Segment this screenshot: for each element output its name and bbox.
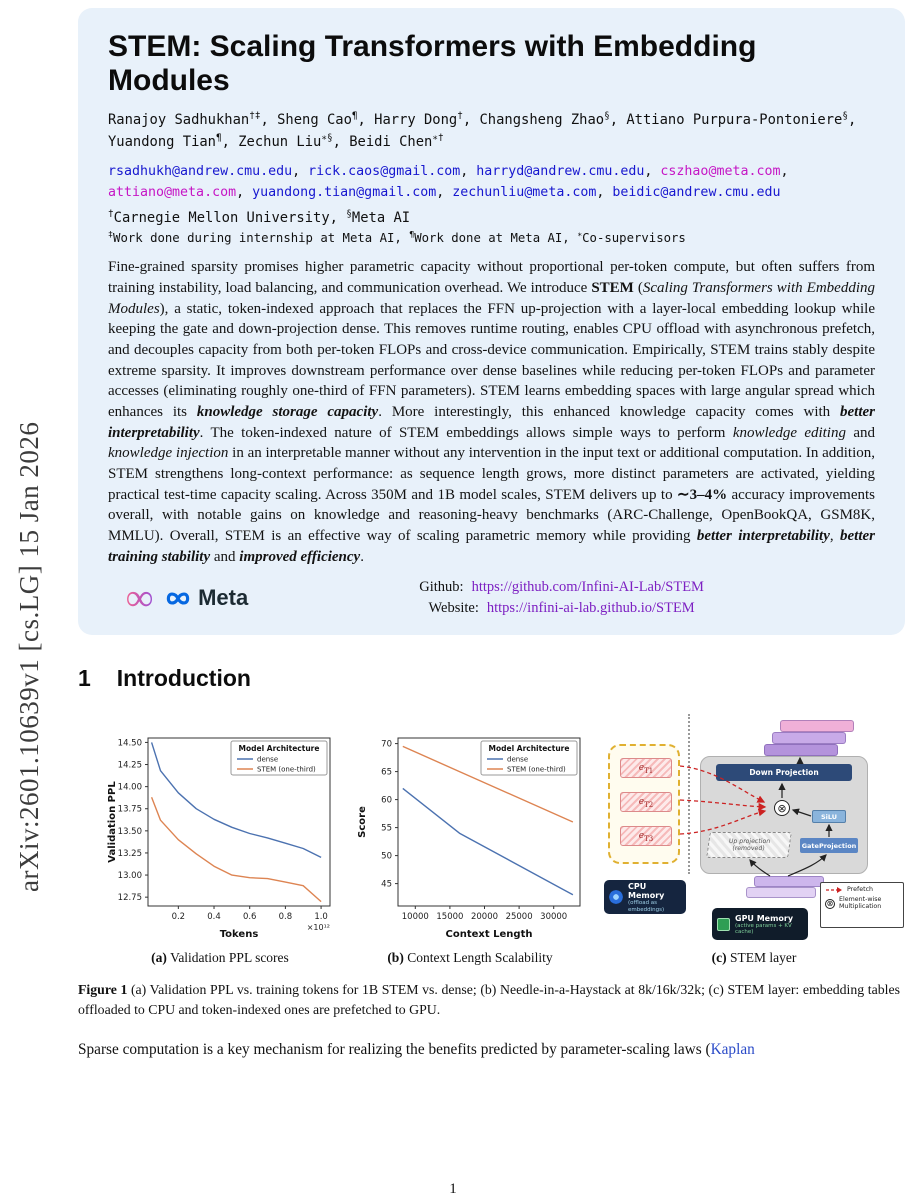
email-link[interactable]: beidic@andrew.cmu.edu — [612, 184, 781, 200]
svg-text:Validation PPL: Validation PPL — [107, 781, 118, 864]
svg-text:13.00: 13.00 — [117, 871, 142, 882]
meta-logo — [163, 585, 248, 611]
svg-text:20000: 20000 — [470, 912, 499, 923]
up-projection-removed-box: Up projection (removed) — [706, 832, 792, 858]
email-link[interactable]: cszhao@meta.com — [660, 163, 781, 179]
svg-text:STEM (one-third): STEM (one-third) — [507, 765, 566, 774]
svg-text:0.4: 0.4 — [207, 912, 221, 923]
github-label: Github: — [419, 579, 464, 596]
svg-text:Model Architecture: Model Architecture — [488, 744, 570, 754]
gpu-memory-title: GPU Memory — [735, 913, 794, 923]
cpu-memory-box — [604, 880, 686, 914]
embedding-row: $e_{T3}$ — [620, 826, 672, 846]
email-link[interactable]: rsadhukh@andrew.cmu.edu — [108, 163, 293, 179]
subcaption-a: (a) Validation PPL scores — [151, 950, 289, 966]
logo-links-row — [108, 577, 875, 620]
svg-text:14.25: 14.25 — [117, 760, 142, 771]
paper-title: STEM: Scaling Transformers with Embedding Modules — [108, 30, 757, 97]
svg-text:14.00: 14.00 — [117, 783, 142, 794]
svg-text:10000: 10000 — [401, 912, 429, 923]
email-link[interactable]: attiano@meta.com — [108, 184, 237, 200]
author-list: Ranajoy Sadhukhan†‡, Sheng Cao¶, Harry Dong†, Changsheng Zhao§, Attiano Purpura-Pontoniere§, Yuandong Tian¶, Zechun Liu∗§, Beidi Chen∗† — [108, 110, 857, 150]
github-link[interactable]: https://github.com/Infini-AI-Lab/STEM — [471, 579, 704, 596]
svg-text:15000: 15000 — [436, 912, 464, 923]
svg-text:×10¹²: ×10¹² — [306, 923, 330, 933]
infini-ai-lab-logo-icon: ∞ — [126, 577, 154, 620]
svg-text:13.75: 13.75 — [117, 805, 142, 816]
prefetch-arrow-icon — [825, 886, 843, 894]
gate-projection-box: GateProjection — [800, 838, 858, 853]
figure-1-caption: Figure 1 (a) Validation PPL vs. training tokens for 1B STEM vs. dense; (b) Needle-in-a-Haystack at 8k/16k/32k; (c) STEM layer: embedding tables offloaded to CPU and token-indexed ones are prefetched to GPU. — [78, 982, 900, 1017]
gpu-memory-box — [712, 908, 808, 940]
section-number: 1 — [78, 665, 91, 692]
repo-links — [248, 579, 875, 617]
svg-text:50: 50 — [381, 852, 392, 863]
input-stack-layer — [754, 876, 824, 887]
svg-text:13.25: 13.25 — [117, 849, 142, 860]
subcaption-c: (c) STEM layer — [711, 950, 797, 966]
section-title: Introduction — [116, 665, 251, 692]
section-heading-introduction — [78, 665, 906, 692]
gpu-icon — [717, 918, 730, 931]
svg-text:13.50: 13.50 — [117, 827, 142, 838]
cpu-icon — [609, 890, 623, 904]
figure-1 — [104, 714, 906, 942]
subcaption-row — [104, 950, 906, 966]
email-link[interactable]: harryd@andrew.cmu.edu — [476, 163, 645, 179]
citation-link[interactable]: Kaplan — [710, 1041, 755, 1059]
svg-text:0.6: 0.6 — [242, 912, 257, 923]
svg-text:25000: 25000 — [505, 912, 533, 923]
meta-infinity-icon — [163, 588, 193, 609]
elementwise-legend-label: Element-wise Multiplication — [839, 896, 882, 911]
website-link[interactable]: https://infini-ai-lab.github.io/STEM — [486, 600, 695, 617]
abstract: Fine-grained sparsity promises higher parametric capacity without proportional per-token compute, but often suffers from training instability, load balancing, and communication overhead. We introduce STEM (Scaling Transformers with Embedding Modules), a static, token-indexed approach that replaces the FFN up-projection with a layer-local embedding lookup while keeping the gate and down-projection dense. This removes runtime routing, enables CPU offload with asynchronous prefetch, and decouples capacity from both per-token FLOPs and cross-device communication. Empirically, STEM trains stably despite extreme sparsity. It improves downstream performance over dense baselines while reducing per-token FLOPs and parameter accesses (eliminating roughly one-third of FFN parameters). STEM learns embedding spaces with large angular spread which enhances its knowledge storage capacity. More interestingly, this enhanced knowledge capacity comes with better interpretability. The token-indexed nature of STEM embeddings allows simple ways to perform knowledge editing and knowledge injection in an interpretable manner without any intervention in the input text or additional computation. In addition, STEM strengthens long-context performance: as sequence length grows, more distinct parameters are activated, yielding practical test-time capacity scaling. Across 350M and 1B model scales, STEM delivers up to ∼3–4% accuracy improvements overall, with notable gains on knowledge and reasoning-heavy benchmarks (ARC-Challenge, OpenBookQA, GSM8K, MMLU). Overall, STEM is an effective way of scaling parametric memory while providing better interpretability, better training stability and improved efficiency. — [108, 259, 876, 565]
svg-text:Tokens: Tokens — [219, 929, 259, 941]
svg-text:Score: Score — [357, 806, 368, 839]
prefetch-legend-label: Prefetch — [847, 886, 874, 893]
svg-text:1.0: 1.0 — [314, 912, 328, 923]
svg-text:0.2: 0.2 — [171, 912, 186, 923]
svg-text:12.75: 12.75 — [117, 893, 142, 904]
email-list: rsadhukh@andrew.cmu.edu, rick.caos@gmail.com, harryd@andrew.cmu.edu, cszhao@meta.com, attiano@meta.com, yuandong.tian@gmail.com, zechunliu@meta.com, beidic@andrew.cmu.edu — [108, 163, 789, 200]
author-notes: ‡Work done during internship at Meta AI, ¶Work done at Meta AI, ∗Co-supervisors — [108, 229, 686, 246]
diagram-legend — [820, 882, 904, 928]
svg-text:30000: 30000 — [540, 912, 568, 923]
silu-box: SiLU — [812, 810, 846, 823]
cpu-gpu-separator-line — [688, 714, 690, 874]
gpu-memory-subtitle: (active params + KV cache) — [735, 922, 792, 936]
cpu-memory-subtitle: (offload as embeddings) — [628, 900, 665, 913]
svg-text:60: 60 — [381, 796, 392, 807]
arxiv-identifier: arXiv:2601.10639v1 [cs.LG] 15 Jan 2026 — [14, 421, 44, 892]
title-header-card — [78, 8, 905, 635]
affiliations: †Carnegie Mellon University, §Meta AI — [108, 208, 411, 227]
embedding-row: $e_{T1}$ — [620, 758, 672, 778]
output-stack-layer — [772, 732, 846, 744]
svg-text:55: 55 — [381, 824, 392, 835]
svg-text:STEM (one-third): STEM (one-third) — [257, 765, 316, 774]
validation-ppl-chart — [104, 730, 336, 942]
meta-logo-text: Meta — [198, 585, 249, 611]
svg-text:0.8: 0.8 — [278, 912, 293, 923]
paper-page — [0, 8, 906, 1200]
svg-text:45: 45 — [381, 880, 392, 891]
email-link[interactable]: yuandong.tian@gmail.com — [252, 184, 437, 200]
down-projection-box: Down Projection — [716, 764, 852, 781]
svg-text:65: 65 — [381, 768, 392, 779]
svg-text:dense: dense — [257, 755, 279, 764]
email-link[interactable]: zechunliu@meta.com — [452, 184, 597, 200]
stem-layer-diagram — [604, 714, 904, 942]
input-stack-layer — [746, 887, 816, 898]
cpu-memory-title: CPU Memory — [628, 881, 665, 901]
svg-text:14.50: 14.50 — [117, 738, 142, 749]
svg-text:Context Length: Context Length — [445, 929, 533, 941]
svg-text:Model Architecture: Model Architecture — [238, 744, 320, 754]
output-stack-layer — [780, 720, 854, 732]
subcaption-b: (b) Context Length Scalability — [387, 950, 553, 966]
svg-text:dense: dense — [507, 755, 529, 764]
page-number: 1 — [449, 1181, 457, 1197]
elementwise-multiply-icon: ⊗ — [774, 800, 790, 816]
elementwise-legend-icon: ⊗ — [826, 899, 834, 908]
svg-text:70: 70 — [381, 740, 392, 751]
output-stack-layer — [764, 744, 838, 756]
embedding-row: $e_{T2}$ — [620, 792, 672, 812]
email-link[interactable]: rick.caos@gmail.com — [308, 163, 461, 179]
website-label: Website: — [428, 600, 479, 617]
lab-logos — [108, 577, 249, 620]
introduction-paragraph: Sparse computation is a key mechanism for realizing the benefits predicted by parameter-scaling laws (Kaplan — [78, 1041, 755, 1059]
embedding-table-box — [608, 744, 680, 864]
context-length-chart — [354, 730, 586, 942]
